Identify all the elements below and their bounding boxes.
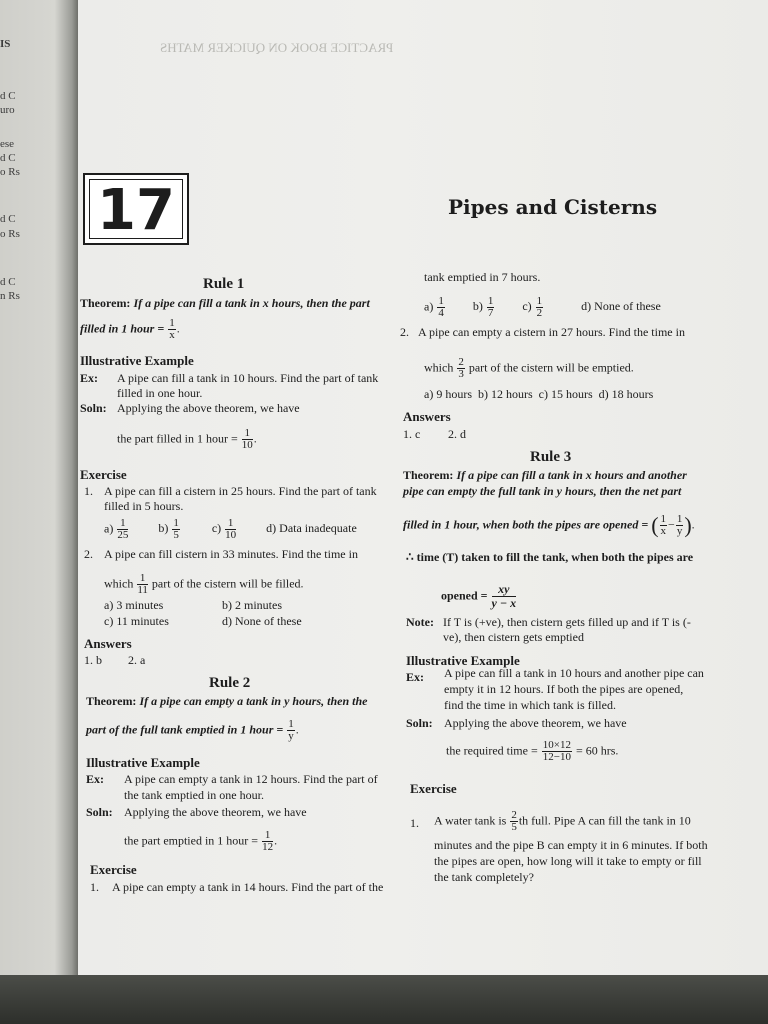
rule3-note: Note:	[406, 615, 434, 629]
rule1-solution-text: Applying the above theorem, we have	[117, 401, 300, 415]
rule3-note-text: If T is (+ve), then cistern gets filled up and if T is (-	[443, 615, 691, 629]
exercise1-q1: 1.	[84, 484, 93, 498]
rule2-example-heading: Illustrative Example	[86, 755, 200, 770]
rule3-example-heading: Illustrative Example	[406, 653, 520, 668]
edge-text: d C	[0, 90, 16, 102]
exercise2-q1-options: a) $\frac{1}{4}$ b) $\frac{1}{7}$ c) $\frac{1}{2}$ d) None of these	[424, 295, 661, 319]
exercise2-q2-text: A pipe can empty a cistern in 27 hours. Find the time in	[418, 325, 685, 339]
exercise2-heading: Exercise	[90, 862, 137, 877]
rule3-note-text: ve), then cistern gets emptied	[443, 630, 584, 644]
chapter-title: Pipes and Cisterns	[448, 195, 658, 219]
exercise3-q1-text: minutes and the pipe B can empty it in 6 minutes. If both	[434, 838, 708, 852]
exercise2-q1-text: tank emptied in 7 hours.	[424, 270, 541, 284]
chapter-number-box	[83, 173, 189, 245]
exercise2-answer: 2. d	[448, 427, 466, 441]
exercise2-q2: 2.	[400, 325, 409, 339]
rule1-example-text: A pipe can fill a tank in 10 hours. Find the part of tank	[117, 371, 379, 385]
exercise2-q1: 1.	[90, 880, 99, 894]
exercise3-heading: Exercise	[410, 781, 457, 796]
rule3-theorem-line2: pipe can empty the full tank in y hours, then the net part	[403, 484, 682, 498]
rule1-example-text: filled in one hour.	[117, 386, 203, 400]
rule3-example: Ex:	[406, 670, 424, 684]
rule3-solution-text: Applying the above theorem, we have	[444, 716, 627, 730]
rule3-solution: Soln:	[406, 716, 433, 730]
rule3-heading: Rule 3	[530, 449, 572, 465]
rule1-theorem-line2: filled in 1 hour = $\frac{1}{x}$ .	[80, 317, 180, 341]
rule2-example: Ex:	[86, 772, 104, 786]
rule1-heading: Rule 1	[203, 276, 245, 292]
exercise1-answers-heading: Answers	[84, 636, 132, 651]
edge-text: IS	[0, 38, 11, 50]
exercise3-q1-text: A water tank is $\frac{2}{5}$ th full. Pipe A can fill the tank in 10	[434, 809, 691, 833]
rule2-theorem-line2: part of the full tank emptied in 1 hour = $\frac{1}{y}$ .	[86, 718, 299, 742]
rule1-theorem: Theorem: If a pipe can fill a tank in x hours, then the part	[80, 296, 370, 310]
rule2-example-text: A pipe can empty a tank in 12 hours. Find the part of	[124, 772, 378, 786]
edge-text: d C	[0, 152, 16, 164]
rule2-theorem: Theorem: If a pipe can empty a tank in y hours, then the	[86, 694, 368, 708]
rule1-example-heading: Illustrative Example	[80, 353, 194, 368]
rule2-solution-result: the part emptied in 1 hour = $\frac{1}{12}$ .	[124, 829, 278, 853]
exercise1-q1-text: A pipe can fill a cistern in 25 hours. Find the part of tank	[104, 484, 377, 498]
scan-bottom-edge	[0, 975, 768, 1024]
edge-text: o Rs	[0, 166, 20, 178]
exercise1-answer: 2. a	[128, 653, 146, 667]
rule2-solution-text: Applying the above theorem, we have	[124, 805, 307, 819]
exercise2-answer: 1. c	[403, 427, 421, 441]
exercise1-q1-text: filled in 5 hours.	[104, 499, 184, 513]
rule1-solution-result: the part filled in 1 hour = $\frac{1}{10}$ .	[117, 427, 257, 451]
rule3-example-text: A pipe can fill a tank in 10 hours and another pipe can	[444, 666, 704, 680]
rule2-solution: Soln:	[86, 805, 113, 819]
exercise2-q2-options: a) 9 hours b) 12 hours c) 15 hours d) 18 hours	[424, 387, 654, 401]
exercise1-q2-option: a) 3 minutes	[104, 598, 164, 612]
rule3-solution-result: the required time = $\frac{10\times 12}{12-10}$ = 60 hrs.	[446, 739, 619, 763]
exercise3-q1-text: the pipes are open, how long will it take to empty or fill	[434, 854, 702, 868]
rule2-example-text: the tank emptied in one hour.	[124, 788, 264, 802]
exercise1-q2: 2.	[84, 547, 93, 561]
edge-text: d C	[0, 213, 16, 225]
rule1-solution: Soln:	[80, 401, 107, 415]
edge-text: o Rs	[0, 228, 20, 240]
exercise1-q2-text: A pipe can fill cistern in 33 minutes. Find the time in	[104, 547, 358, 561]
rule3-time-line: ∴ time (T) taken to fill the tank, when both the pipes are	[406, 550, 694, 564]
chapter-number: 17	[89, 179, 183, 239]
exercise3-q1-text: the tank completely?	[434, 870, 534, 884]
edge-text: d C	[0, 276, 16, 288]
rule3-formula: opened = $\frac{xy}{y - x}$	[441, 582, 517, 610]
rule3-theorem: Theorem: If a pipe can fill a tank in x hours and another	[403, 468, 687, 482]
edge-text: ese	[0, 138, 15, 150]
rule3-example-text: find the time in which tank is filled.	[444, 698, 616, 712]
exercise1-answer: 1. b	[84, 653, 102, 667]
exercise2-q1-text: A pipe can empty a tank in 14 hours. Find the part of the	[112, 880, 384, 894]
rule3-theorem-line3: filled in 1 hour, when both the pipes are opened = ( $\frac{1}{x}$ − $\frac{1}{y}$ ).	[403, 512, 695, 538]
rule3-example-text: empty it in 12 hours. If both the pipes are opened,	[444, 682, 684, 696]
exercise2-q2-text: which $\frac{2}{3}$ part of the cistern will be emptied.	[424, 356, 634, 380]
exercise3-q1: 1.	[410, 816, 419, 830]
exercise1-q2-option: d) None of these	[222, 614, 302, 628]
exercise1-q2-text: which $\frac{1}{11}$ part of the cistern will be filled.	[104, 572, 304, 596]
exercise1-heading: Exercise	[80, 467, 127, 482]
exercise2-answers-heading: Answers	[403, 409, 451, 424]
rule1-example: Ex:	[80, 371, 98, 385]
edge-text: uro	[0, 104, 15, 116]
exercise1-q2-option: c) 11 minutes	[104, 614, 169, 628]
edge-text: n Rs	[0, 290, 20, 302]
exercise1-q1-options: a) $\frac{1}{25}$ b) $\frac{1}{5}$ c) $\frac{1}{10}$ d) Data inadequate	[104, 517, 357, 541]
exercise1-q2-option: b) 2 minutes	[222, 598, 282, 612]
rule2-heading: Rule 2	[209, 675, 251, 691]
ghost-header: PRACTICE BOOK ON QUICKER MATHS	[160, 40, 394, 55]
